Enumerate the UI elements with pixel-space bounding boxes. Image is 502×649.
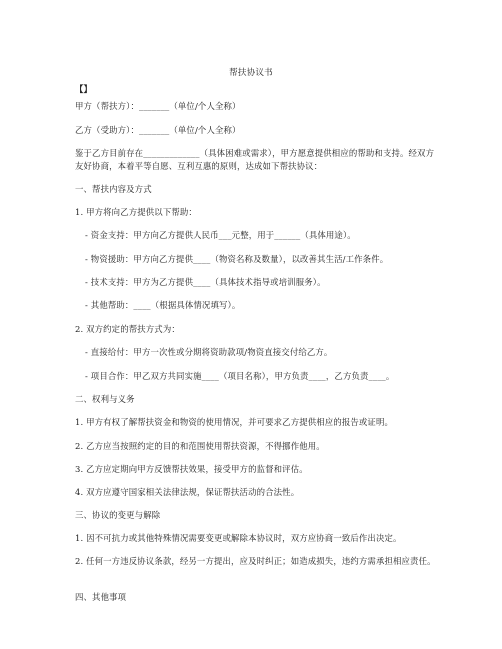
section-1-item-2: 2. 双方约定的帮扶方式为： — [75, 324, 180, 334]
bullet-materials: - 物资援助：甲方向乙方提供____（物资名称及数量），以改善其生活/工作条件。 — [85, 254, 389, 264]
party-b-line: 乙方（受助方）：_______（单位/个人全称） — [75, 125, 241, 135]
section-3-item-1: 1. 因不可抗力或其他特殊情况需要变更或解除本协议时，双方应协商一致后作出决定。 — [75, 533, 402, 543]
section-3-heading: 三、协议的变更与解除 — [75, 510, 161, 520]
section-1-item-1: 1. 甲方将向乙方提供以下帮助： — [75, 207, 197, 217]
section-2-item-4: 4. 双方应遵守国家相关法律法规，保证帮扶活动的合法性。 — [75, 487, 300, 497]
section-2-heading: 二、权利与义务 — [75, 394, 135, 404]
bullet-funding: - 资金支持：甲方向乙方提供人民币___元整，用于______（具体用途）。 — [85, 230, 356, 240]
bullet-other: - 其他帮助：____（根据具体情况填写）。 — [85, 300, 241, 310]
title-bracket: 【】 — [75, 84, 93, 94]
bullet-technical: - 技术支持：甲方为乙方提供____（具体技术指导或培训服务）。 — [85, 277, 326, 287]
party-a-line: 甲方（帮扶方）：_______（单位/个人全称） — [75, 101, 241, 111]
preamble-paragraph: 鉴于乙方目前存在_____________（具体困难或需求），甲方愿意提供相应的帮助和支持。经双方友好协商，本着平等自愿、互利互惠的原则，达成如下帮扶协议： — [75, 148, 435, 171]
document-title: 帮扶协议书 — [229, 68, 273, 78]
bullet-project-cooperation: - 项目合作：甲乙双方共同实施____（项目名称），甲方负责____，乙方负责____。 — [85, 371, 395, 381]
section-4-heading: 四、其他事项 — [75, 592, 127, 602]
section-2-item-2: 2. 乙方应当按照约定的目的和范围使用帮扶资源，不得挪作他用。 — [75, 441, 325, 451]
section-3-item-2: 2. 任何一方违反协议条款，经另一方提出，应及时纠正；如造成损失，违约方需承担相应责任。 — [75, 556, 436, 566]
bullet-direct-payment: - 直接给付：甲方一次性或分期将资助款项/物资直接交付给乙方。 — [85, 347, 333, 357]
section-1-heading: 一、帮扶内容及方式 — [75, 184, 152, 194]
section-2-item-3: 3. 乙方应定期向甲方反馈帮扶效果，接受甲方的监督和评估。 — [75, 464, 308, 474]
section-2-item-1: 1. 甲方有权了解帮扶资金和物资的使用情况，并可要求乙方提供相应的报告或证明。 — [75, 417, 393, 427]
